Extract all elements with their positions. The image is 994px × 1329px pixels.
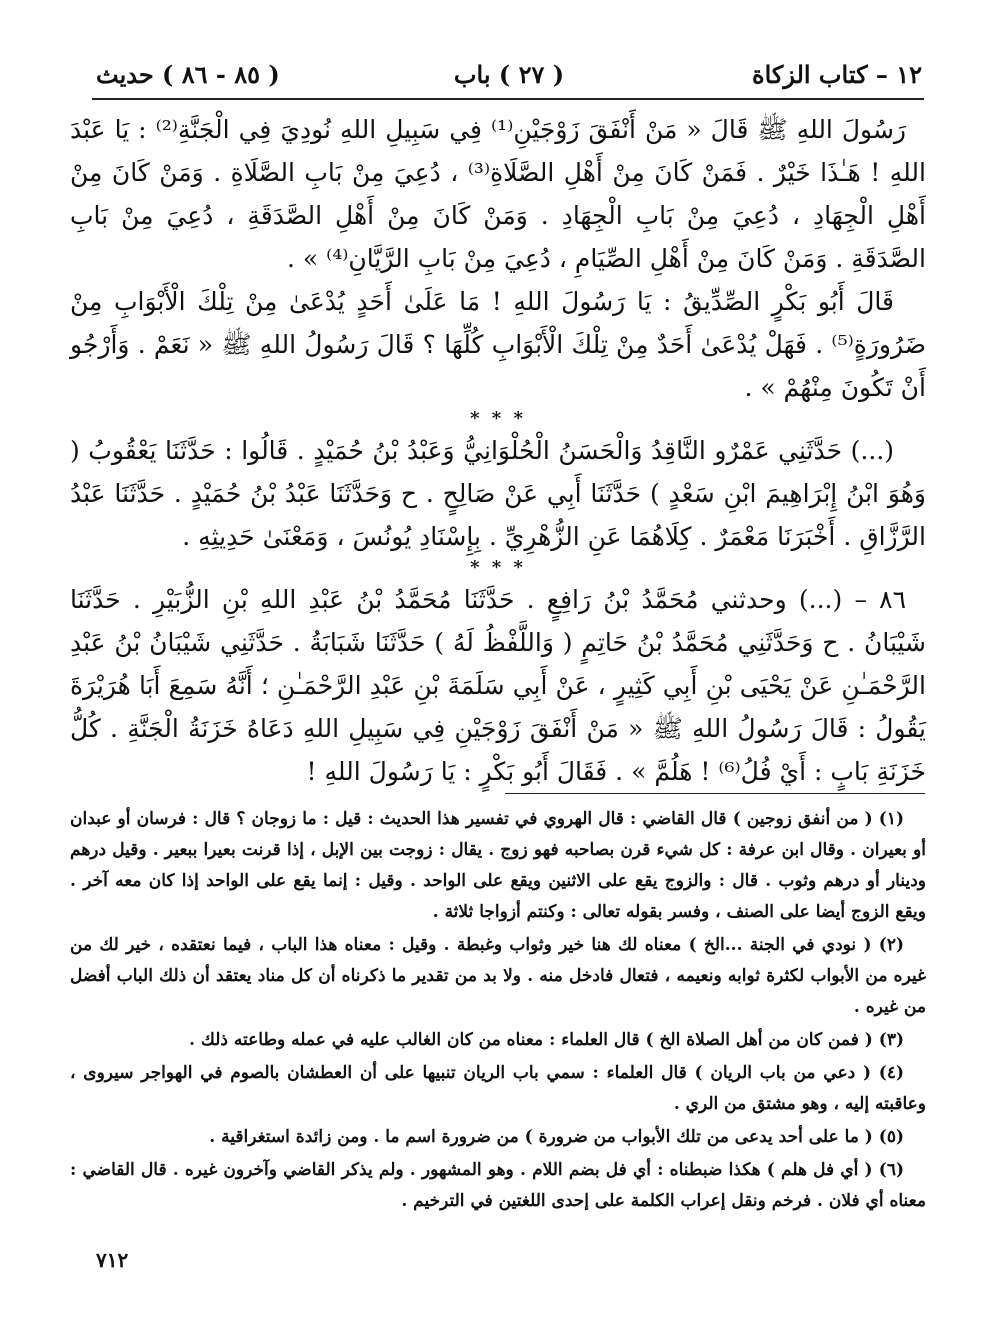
page-number: ٧١٢ [96, 1248, 129, 1272]
section-separator: * * * [470, 557, 526, 578]
main-text [70, 108, 926, 793]
footnote-5: (٥) ( ما على أحد يدعى من تلك الأبواب من ضرورة ) من ضرورة اسم ما . ومن زائدة استغراقية . [209, 1127, 904, 1147]
running-header [96, 58, 922, 98]
footnote-6: (٦) ( أي فل هلم ) هكذا ضبطناه : أي فل بضم اللام . وهو المشهور . ولم يذكر القاضي وآخرون غيره . قال القاضي : معناه أي فلان . فرخم ونقل إعراب الكلمة على إحدى اللغتين في الترخيم . [70, 1160, 926, 1211]
header-chapter: ( ٢٧ ) باب [453, 60, 565, 89]
hadith-paragraph-1: رَسُولَ اللهِ ﷺ قَالَ « مَنْ أَنْفَقَ زَوْجَيْنِ⁽¹⁾ فِي سَبِيلِ اللهِ نُودِيَ فِي الْجَنَّةِ⁽²⁾ : يَا عَبْدَ اللهِ ! هَـٰذَا خَيْرٌ . فَمَنْ كَانَ مِنْ أَهْلِ الصَّلَاةِ⁽³⁾ ، دُعِيَ مِنْ بَابِ الصَّلَاةِ . وَمَنْ كَانَ مِنْ أَهْلِ الْجِهَادِ ، دُعِيَ مِنْ بَابِ الْجِهَادِ . وَمَنْ كَانَ مِنْ أَهْلِ الصَّدَقَةِ ، دُعِيَ مِنْ بَابِ الصَّدَقَةِ . وَمَنْ كَانَ مِنْ أَهْلِ الصِّيَامِ ، دُعِيَ مِنْ بَابِ الرَّيَّانِ⁽⁴⁾ » . [70, 115, 926, 273]
section-separator: * * * [470, 408, 526, 429]
hadith-paragraph-3: (...) حَدَّثَنِي عَمْرٌو النَّاقِدُ وَالْحَسَنُ الْحُلْوَانِيُّ وَعَبْدُ بْنُ حُمَيْدٍ . قَالُوا : حَدَّثَنَا يَعْقُوبُ ( وَهُوَ ابْنُ إِبْرَاهِيمَ ابْنِ سَعْدٍ ) حَدَّثَنَا أَبِي عَنْ صَالِحٍ . ح وَحَدَّثَنَا عَبْدُ بْنُ حُمَيْدٍ . حَدَّثَنَا عَبْدُ الرَّزَّاقِ . أَخْبَرَنَا مَعْمَرٌ . كِلَاهُمَا عَنِ الزُّهْرِيِّ . بِإِسْنَادِ يُونُسَ ، وَمَعْنَىٰ حَدِيثِهِ . [70, 436, 926, 551]
header-divider [92, 98, 924, 100]
header-hadith-range: ( ٨٥ - ٨٦ ) حديث [96, 60, 280, 89]
footnote-3: (٣) ( فمن كان من أهل الصلاة الخ ) قال العلماء : معناه من كان الغالب عليه في عمله وطاعته ذلك . [189, 1030, 904, 1050]
footnote-divider [505, 793, 925, 794]
hadith-paragraph-4: ٨٦ – (...) وحدثني مُحَمَّدُ بْنُ رَافِعٍ . حَدَّثَنَا مُحَمَّدُ بْنُ عَبْدِ اللهِ بْنِ الزُّبَيْرِ . حَدَّثَنَا شَيْبَانُ . ح وَحَدَّثَنِي مُحَمَّدُ بْنُ حَاتِمٍ ( وَاللَّفْظُ لَهُ ) حَدَّثَنَا شَبَابَةُ . حَدَّثَنِي شَيْبَانُ بْنُ عَبْدِ الرَّحْمَـٰنِ عَنْ يَحْيَى بْنِ أَبِي كَثِيرٍ ، عَنْ أَبِي سَلَمَةَ بْنِ عَبْدِ الرَّحْمَـٰنِ ؛ أَنَّهُ سَمِعَ أَبَا هُرَيْرَةَ يَقُولُ : قَالَ رَسُولُ اللهِ ﷺ « مَنْ أَنْفَقَ زَوْجَيْنِ فِي سَبِيلِ اللهِ دَعَاهُ خَزَنَةُ الْجَنَّةِ . كُلُّ خَزَنَةِ بَابٍ : أَيْ فُلُ⁽⁶⁾ ! هَلُمَّ » . فَقَالَ أَبُو بَكْرٍ : يَا رَسُولَ اللهِ ! [70, 585, 926, 786]
footnote-1: (١) ( من أنفق زوجين ) قال القاضي : قال الهروي في تفسير هذا الحديث : قيل : ما زوجان ؟ قال : فرسان أو عبدان أو بعيران . وقال ابن عرفة : كل شيء قرن بصاحبه فهو زوج . يقال : زوجت بين الإبل ، إذا قرنت بعيرا ببعير . وقيل درهم ودينار أو درهم وثوب . قال : والزوج يقع على الاثنين ويقع على الواحد . وقيل : إنما يقع على الواحد إذا كان معه آخر . ويقع الزوج أيضا على الصنف ، وفسر بقوله تعالى : وكنتم أزواجا ثلاثة . [70, 809, 926, 922]
footnotes [70, 804, 926, 1219]
hadith-paragraph-2: قَالَ أَبُو بَكْرٍ الصِّدِّيقُ : يَا رَسُولَ اللهِ ! مَا عَلَىٰ أَحَدٍ يُدْعَىٰ مِنْ تِلْكَ الْأَبْوَابِ مِنْ ضَرُورَةٍ⁽⁵⁾ . فَهَلْ يُدْعَىٰ أَحَدٌ مِنْ تِلْكَ الْأَبْوَابِ كُلِّهَا ؟ قَالَ رَسُولُ اللهِ ﷺ « نَعَمْ . وَأَرْجُو أَنْ تَكُونَ مِنْهُمْ » . [70, 287, 926, 402]
header-book-title: ١٢ – كتاب الزكاة [752, 60, 922, 89]
footnote-4: (٤) ( دعي من باب الريان ) قال العلماء : سمي باب الريان تنبيها على أن العطشان بالصوم في الهواجر سيروى ، وعاقبته إليه ، وهو مشتق من الري . [70, 1063, 926, 1114]
footnote-2: (٢) ( نودي في الجنة ...الخ ) معناه لك هنا خير وثواب وغبطة . وقيل : معناه هذا الباب ، فيما نعتقده ، خير لك من غيره من الأبواب لكثرة ثوابه ونعيمه ، فتعال فادخل منه . ولا بد من تقدير ما ذكرناه أن كل مناد يعتقد أن ذلك الباب أفضل من غيره . [70, 935, 926, 1017]
